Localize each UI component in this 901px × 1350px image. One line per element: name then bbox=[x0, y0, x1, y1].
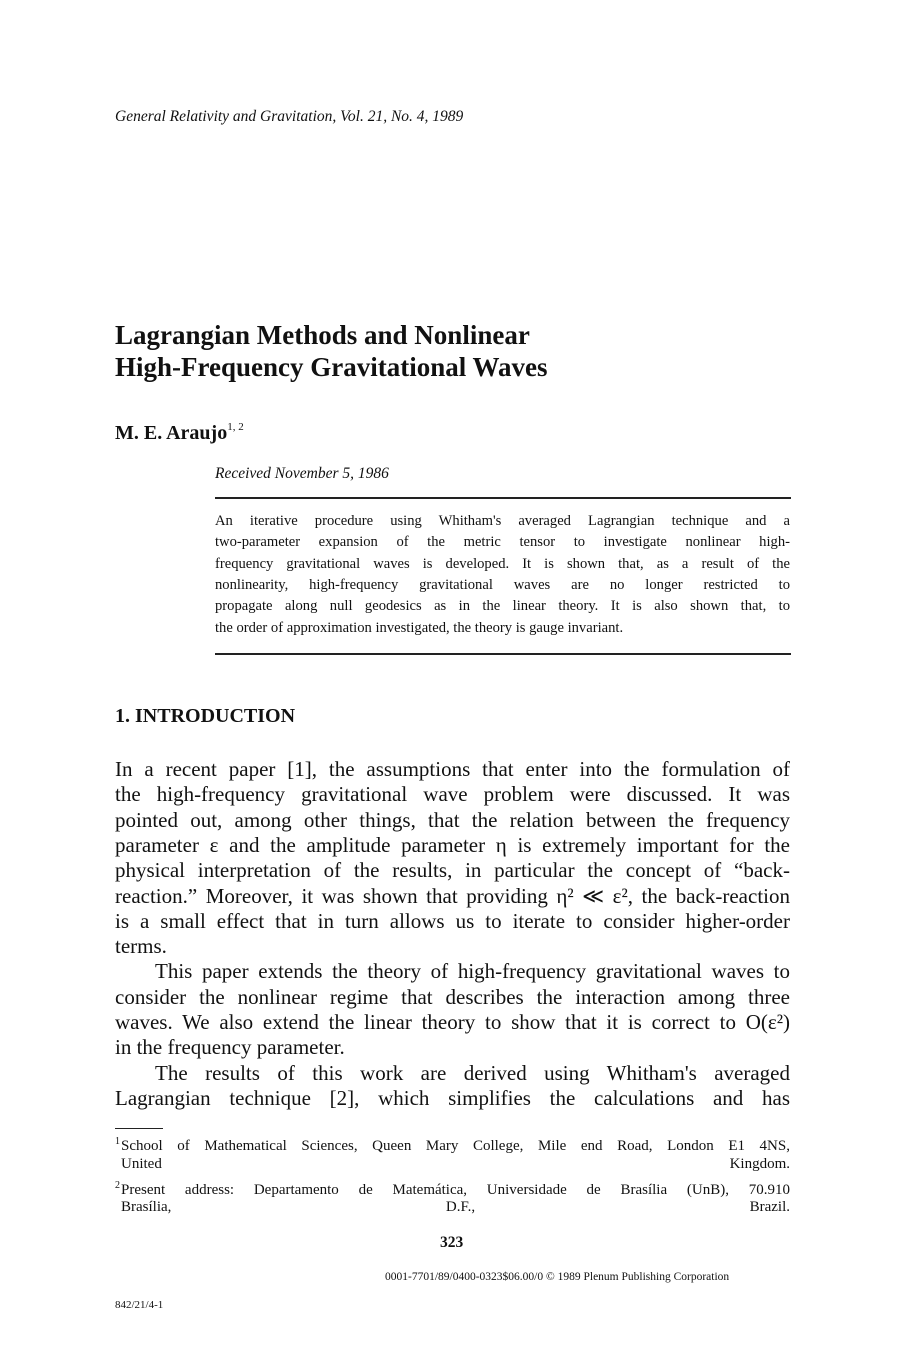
body-line: Lagrangian technique [2], which simplifies the calculations and has bbox=[115, 1085, 790, 1110]
page-number: 323 bbox=[440, 1234, 464, 1251]
footnote-line: Brasília, D.F., Brazil. bbox=[121, 1199, 790, 1215]
body-line: The results of this work are derived using Whitham's averaged bbox=[155, 1060, 790, 1085]
footnote-marker: 1 bbox=[115, 1136, 120, 1147]
footnote-line: United Kingdom. bbox=[121, 1156, 790, 1172]
footnote-marker: 2 bbox=[115, 1180, 120, 1191]
abstract-line: the order of approximation investigated, the theory is gauge invariant. bbox=[215, 619, 624, 636]
journal-header: General Relativity and Gravitation, Vol. 21, No. 4, 1989 bbox=[115, 108, 464, 125]
copyright-line: 0001-7701/89/0400-0323$06.00/0 © 1989 Plenum Publishing Corporation bbox=[385, 1271, 730, 1283]
footnote-line: Present address: Departamento de Matemática, Universidade de Brasília (UnB), 70.910 bbox=[121, 1182, 790, 1198]
body-line: This paper extends the theory of high-frequency gravitational waves to bbox=[155, 959, 790, 984]
title-line-2: High-Frequency Gravitational Waves bbox=[115, 352, 548, 382]
footnote-line: School of Mathematical Sciences, Queen Mary College, Mile end Road, London E1 4NS, bbox=[121, 1138, 790, 1154]
received-date: Received November 5, 1986 bbox=[215, 465, 389, 482]
print-code: 842/21/4-1 bbox=[115, 1299, 164, 1311]
abstract-line: two-parameter expansion of the metric tensor to investigate nonlinear high- bbox=[215, 534, 790, 551]
abstract-line: An iterative procedure using Whitham's averaged Lagrangian technique and a bbox=[215, 513, 790, 529]
body-line: terms. bbox=[115, 934, 167, 959]
body-line: is a small effect that in turn allows us to iterate to consider higher-order bbox=[115, 908, 790, 933]
body-line: in the frequency parameter. bbox=[115, 1035, 345, 1060]
author-name: M. E. Araujo bbox=[115, 422, 228, 444]
abstract-top-rule bbox=[215, 497, 791, 499]
abstract-line: propagate along null geodesics as in the linear theory. It is also shown that, to bbox=[215, 598, 790, 615]
body-line: reaction.” Moreover, it was shown that providing η² ≪ ε², the back-reaction bbox=[115, 883, 790, 908]
abstract-bottom-rule bbox=[215, 653, 791, 655]
section-heading: 1. INTRODUCTION bbox=[115, 705, 296, 727]
abstract-line: frequency gravitational waves is developed. It is shown that, as a result of the bbox=[215, 555, 790, 572]
body-line: pointed out, among other things, that the relation between the frequency bbox=[115, 807, 790, 832]
author-affiliation: 1, 2 bbox=[227, 421, 244, 433]
title-line-1: Lagrangian Methods and Nonlinear bbox=[115, 320, 530, 350]
body-line: parameter ε and the amplitude parameter η is extremely important for the bbox=[115, 832, 790, 857]
body-line: In a recent paper [1], the assumptions that enter into the formulation of bbox=[115, 757, 790, 781]
body-line: waves. We also extend the linear theory to show that it is correct to O(ε²) bbox=[115, 1010, 790, 1034]
footnote-rule bbox=[115, 1128, 163, 1129]
body-line: consider the nonlinear regime that describes the interaction among three bbox=[115, 984, 790, 1009]
abstract-line: nonlinearity, high-frequency gravitational waves are no longer restricted to bbox=[215, 576, 790, 593]
author bbox=[115, 421, 244, 445]
body-line: physical interpretation of the results, in particular the concept of “back- bbox=[115, 858, 790, 883]
body-line: the high-frequency gravitational wave problem were discussed. It was bbox=[115, 782, 790, 807]
